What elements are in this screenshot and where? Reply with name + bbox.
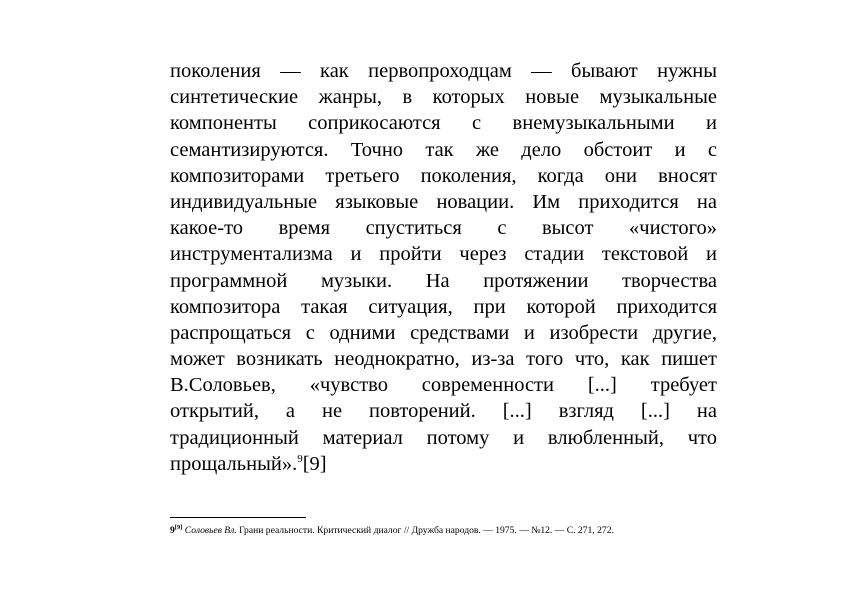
text-line: В.Соловьев, «чувство современности [...] требует [170,374,717,397]
footnote-reference[interactable]: 9 [297,452,303,465]
text-line-last [170,451,717,477]
text-line: традиционный материал потому и влюбленный, что [170,426,717,449]
text-line: синтетические жанры, в которых новые музыкальные [170,86,717,109]
text-line: распрощаться с одними средствами и изобрести другие, [170,321,717,344]
text-line: композиторами третьего поколения, когда они вносят [170,164,717,187]
text-line: индивидуальные языковые новации. Им приходится на [170,190,717,213]
footnote-number-sup: [9] [174,523,183,531]
body-paragraph [170,58,717,477]
text-line: какое-то время спуститься с высот «чистого» [170,217,717,240]
text-line: программной музыки. На протяжении творчества [170,269,717,292]
footnote-text: Грани реальности. Критический диалог // Дружба народов. — 1975. — №12. — С. 271, 272. [236,525,614,536]
text-line: может возникать неоднократно, из-за того что, как пишет [170,348,717,371]
text-line: композитора такая ситуация, при которой приходится [170,295,717,318]
footnote [170,524,730,537]
text-line: семантизируются. Точно так же дело обстоит и с [170,138,717,161]
citation-marker: [9] [302,452,327,475]
footnote-number: 9[9] [170,523,183,536]
footnote-separator [170,517,306,518]
text-line: поколения — как первопроходцам — бывают нужны [170,60,717,82]
last-line-text: прощальный». [170,452,298,475]
text-line: инструментализма и пройти через стадии текстовой и [170,243,717,266]
text-line: компоненты соприкосаются с внемузыкальными и [170,112,717,135]
footnote-author: Соловьев Вл. [184,525,237,536]
text-line: открытий, а не повторений. [...] взгляд [...] на [170,400,717,423]
